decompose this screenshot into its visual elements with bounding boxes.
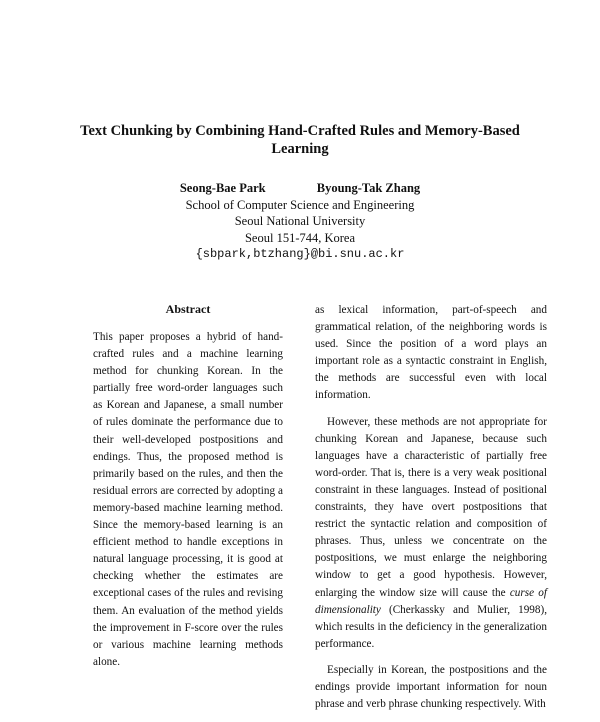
author-names bbox=[100, 180, 500, 197]
address: Seoul 151-744, Korea bbox=[244, 230, 356, 245]
body-paragraph-2-end: (Cherkassky and Mulier, 1998), which results in the deficiency in the generalization performance. bbox=[315, 603, 548, 650]
abstract-text: This paper proposes a hybrid of hand-crafted rules and a machine learning method for chunking Korean. In the partially free word-order languages such as Korean and Japanese, a small number of rules dominate the performance due to their well-developed postpositions and endings. Thus, the proposed method is primarily based on the rules, and then the residual errors are corrected by adopting a memory-based machine learning method. Since the memory-based learning is an efficient method to handle exceptions in natural language processing, it is good at checking whether the estimates are exceptional cases of the rules and revising them. An evaluation of the method yields the improvement in F-score over the rules or various machine learning methods alone. bbox=[93, 331, 283, 668]
body-paragraph-3: Especially in Korean, the postpositions and the endings provide important information for noun phrase and verb phrase chunking respectively. With bbox=[315, 663, 547, 711]
affiliation: School of Computer Science and Engineering bbox=[185, 197, 415, 212]
author-name-2: Byoung-Tak Zhang bbox=[316, 181, 421, 195]
author-block bbox=[100, 180, 500, 263]
left-column bbox=[93, 302, 283, 671]
paper-title: Text Chunking by Combining Hand-Crafted Rules and Memory-Based Learning bbox=[80, 123, 520, 157]
email: {sbpark,btzhang}@bi.snu.ac.kr bbox=[195, 247, 405, 261]
body-paragraph-2 bbox=[315, 414, 547, 653]
right-column bbox=[315, 302, 547, 722]
body-paragraph-1: as lexical information, part-of-speech and grammatical relation, of the neighboring words is used. Since the position of a word plays an important role as a syntactic constraint in English, the methods are successful even with local information. bbox=[315, 304, 547, 402]
curse-of-dimensionality-term: curse of dimensionality bbox=[315, 586, 547, 616]
university: Seoul National University bbox=[234, 214, 366, 228]
author-name-1: Seong-Bae Park bbox=[179, 181, 266, 195]
body-paragraph-2-text: However, these methods are not appropriate for chunking Korean and Japanese, because such languages have a characteristic of partially free word-order. That is, there is a very weak positional constraint in these languages. Instead of positional constraints, they have overt postpositions that restrict the syntactic relation and composition of phrases. Thus, unless we concentrate on the postpositions, we must enlarge the neighboring window to get a good hypothesis. However, enlarging the window size will cause the bbox=[315, 415, 547, 599]
abstract-heading: Abstract bbox=[165, 302, 211, 316]
